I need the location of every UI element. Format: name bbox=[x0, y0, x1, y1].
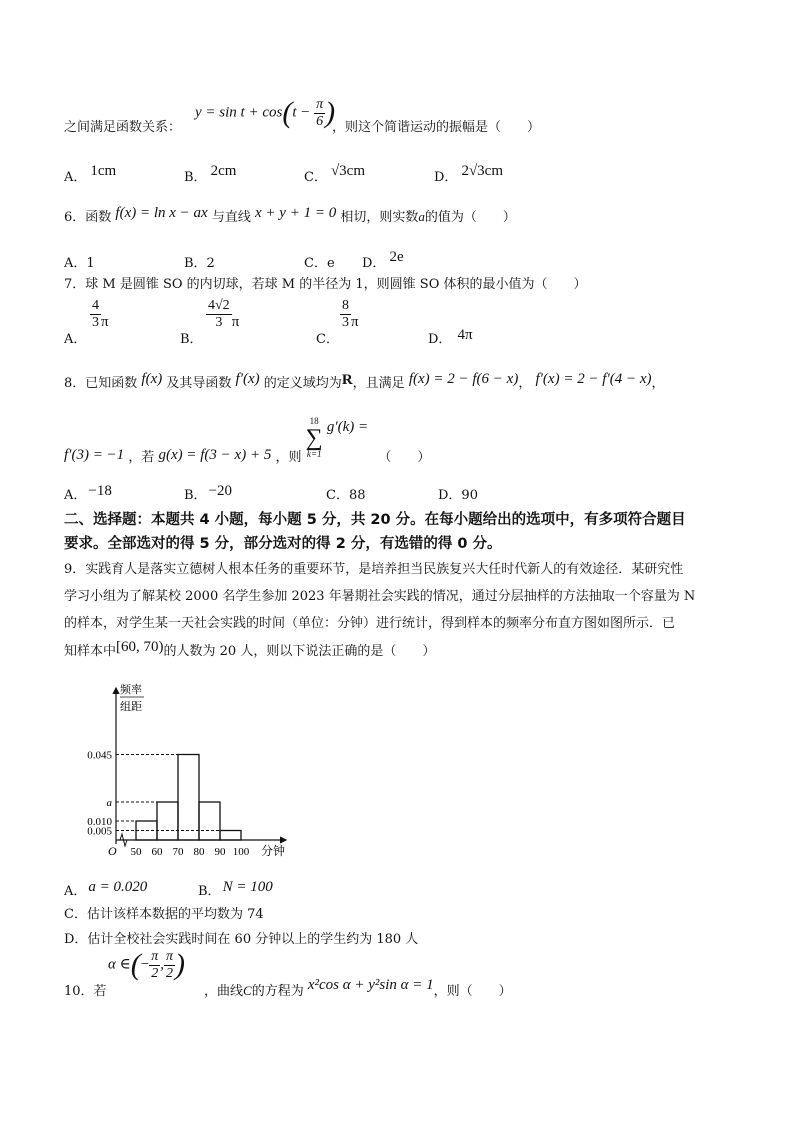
q8-stem-1: 8．已知函数 f(x) 及其导函数 f′(x) 的定义域均为R，且满足 f(x) = 2 − f(6 − x)， f′(x) = 2 − f′(4 − x)， bbox=[64, 371, 665, 391]
q5-formula: y = sin t + cos(t − $\frac{\pi}{6}$ ) bbox=[195, 96, 336, 129]
x-tick-labels bbox=[131, 846, 250, 858]
y-tick-label: 0.010 bbox=[87, 816, 112, 828]
y-label-bottom: 组距 bbox=[120, 701, 142, 713]
q8-option-b: B． −20 bbox=[184, 483, 233, 503]
q6-stem: 6．函数 f(x) = ln x − ax 与直线 x + y + 1 = 0 相切，则实数a的值为（ ） bbox=[64, 205, 516, 225]
q10-prefix: 10．若 bbox=[64, 984, 107, 999]
q5-option-a: A． 1cm bbox=[64, 163, 117, 185]
q5-suffix: ，则这个简谐运动的振幅是（ ） bbox=[332, 120, 541, 135]
q6-option-c: C．e bbox=[304, 256, 335, 271]
histogram-guides bbox=[116, 755, 220, 831]
q6-formula-1: f(x) = ln x − ax bbox=[115, 205, 208, 221]
x-tick-label: 100 bbox=[232, 846, 250, 858]
q9-line-4: 知样本中[60, 70)的人数为 20 人，则以下说法正确的是（ ） bbox=[64, 639, 436, 659]
histogram-bar bbox=[157, 802, 178, 840]
q6-option-d: D． 2e bbox=[362, 249, 404, 271]
q7-stem: 7．球 M 是圆锥 SO 的内切球，若球 M 的半径为 1，则圆锥 SO 体积的最小值为（ ） bbox=[64, 277, 587, 292]
x-tick-label: 90 bbox=[214, 846, 226, 858]
q10-domain: α ∈(− $\frac{\pi}{2}$ , $\frac{\pi}{2}$ ) bbox=[108, 948, 185, 981]
q5-option-d: D． 2√3cm bbox=[434, 163, 503, 185]
y-tick-label: 0.045 bbox=[87, 749, 112, 762]
origin-label: O bbox=[108, 844, 117, 858]
section2-heading-2: 要求。全部选对的得 5 分，部分选对的得 2 分，有选错的得 0 分。 bbox=[64, 536, 502, 552]
q5-formula-inner: t − bbox=[292, 104, 311, 121]
histogram-bar bbox=[220, 831, 241, 841]
q7-option-a: $\frac{4}{3}$ π bbox=[92, 298, 109, 330]
q7-option-d: D． 4π bbox=[428, 327, 473, 347]
q9-line-3: 的样本，对学生某一天社会实践的时间（单位：分钟）进行统计，得到样本的频率分布直方图如图所示．已 bbox=[64, 616, 676, 631]
frequency-histogram bbox=[64, 680, 304, 860]
q8-sum: 18 ∑ k=1 bbox=[305, 416, 323, 459]
x-tick-label: 50 bbox=[130, 846, 142, 858]
q8-option-c: C．88 bbox=[326, 488, 366, 503]
histogram-bar bbox=[199, 802, 220, 840]
q9-line-2: 学习小组为了解某校 2000 名学生参加 2023 年暑期社会实践的情况，通过分层抽样的方法抽取一个容量为 N bbox=[64, 589, 696, 604]
y-tick-labels bbox=[87, 750, 112, 838]
x-tick-label: 80 bbox=[193, 846, 205, 858]
y-label-top: 频率 bbox=[120, 684, 142, 696]
q5-option-c: C． √3cm bbox=[304, 163, 366, 185]
q10-stem: ，曲线C的方程为 x²cos α + y²sin α = 1，则（ ） bbox=[204, 977, 512, 999]
histogram-bar bbox=[178, 755, 199, 841]
q9-option-d: D．估计全校社会实践时间在 60 分钟以上的学生约为 180 人 bbox=[64, 932, 419, 947]
y-tick-label: a bbox=[106, 797, 112, 809]
q9-line-1: 9．实践育人是落实立德树人根本任务的重要环节，是培养担当民族复兴大任时代新人的有效途径．某研究性 bbox=[64, 562, 684, 577]
q8-stem-2: f′(3) = −1 ，若 g(x) = f(3 − x) + 5 ，则 18 ∑ k=1 g′(k) = （ ） bbox=[64, 416, 431, 465]
q7-option-c-label: C． bbox=[316, 332, 339, 347]
q8-option-d: D．90 bbox=[438, 488, 478, 503]
section2-heading-1: 二、选择题：本题共 4 小题，每小题 5 分，共 20 分。在每小题给出的选项中，有多项符合题目 bbox=[64, 512, 686, 528]
q5-frac: $\frac{\pi}{6}$ bbox=[316, 96, 324, 129]
q8-option-a: A． −18 bbox=[64, 483, 112, 503]
x-tick-label: 70 bbox=[172, 846, 184, 858]
q7-option-b-label: B． bbox=[180, 332, 203, 347]
q7-option-a-label: A． bbox=[64, 332, 87, 347]
q5-prefix: 之间满足函数关系： bbox=[64, 120, 182, 135]
x-tick-label: 60 bbox=[151, 846, 163, 858]
q7-option-b: $\frac{4√2}{3}$ π bbox=[208, 298, 240, 330]
histogram-bars bbox=[136, 755, 241, 841]
q7-option-c: $\frac{8}{3}$ π bbox=[342, 298, 359, 330]
q9-option-b: B． N = 100 bbox=[198, 879, 273, 899]
q6-option-b: B．2 bbox=[184, 256, 215, 271]
q5-option-b: B． 2cm bbox=[184, 163, 237, 185]
q6-formula-2: x + y + 1 = 0 bbox=[255, 205, 337, 221]
q9-option-c: C．估计该样本数据的平均数为 74 bbox=[64, 907, 264, 922]
q6-option-a: A．1 bbox=[64, 256, 95, 271]
x-axis-label: 分钟 bbox=[261, 844, 286, 858]
y-tick-label: 0.005 bbox=[87, 825, 112, 838]
q9-option-a: A． a = 0.020 bbox=[64, 879, 148, 899]
q10-equation: x²cos α + y²sin α = 1 bbox=[307, 977, 434, 993]
q5-formula-left: y = sin t + cos bbox=[195, 104, 283, 121]
